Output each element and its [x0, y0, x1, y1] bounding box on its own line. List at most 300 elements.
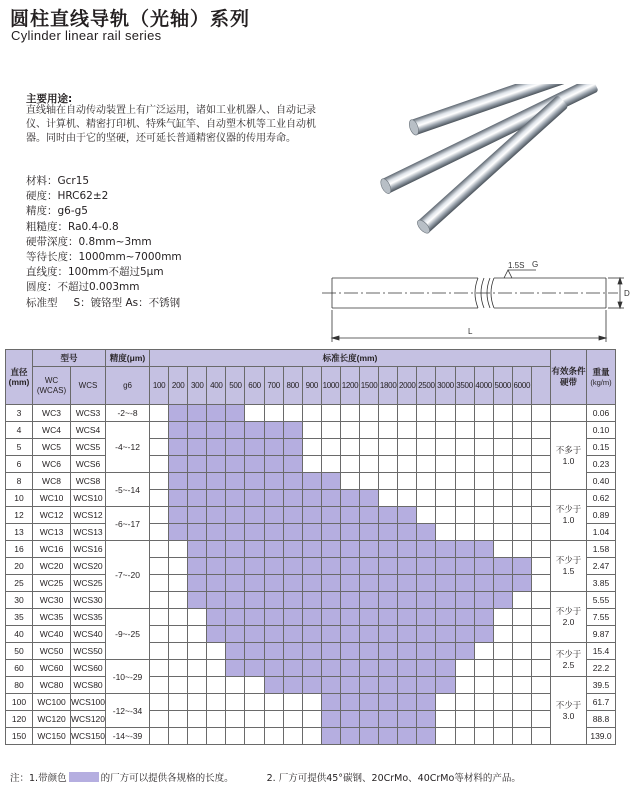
- length-cell: [302, 490, 321, 507]
- svg-text:L: L: [468, 327, 473, 336]
- length-cell: [283, 558, 302, 575]
- diameter-cell: 4: [6, 422, 33, 439]
- length-cell: [512, 405, 531, 422]
- length-cell: [264, 728, 283, 745]
- uses-heading: 主要用途:: [26, 93, 73, 105]
- length-cell: [245, 626, 264, 643]
- rod-drawing: [318, 258, 634, 350]
- color-swatch: [69, 772, 99, 782]
- length-cell: [512, 694, 531, 711]
- length-cell: [398, 694, 417, 711]
- length-cell: [283, 490, 302, 507]
- length-cell: [340, 405, 359, 422]
- length-cell: [531, 694, 550, 711]
- diameter-cell: 35: [6, 609, 33, 626]
- length-cell: [283, 541, 302, 558]
- weight-cell: 88.8: [586, 711, 615, 728]
- wcs-cell: WCS150: [71, 728, 106, 745]
- length-cell: [264, 524, 283, 541]
- length-cell: [512, 473, 531, 490]
- length-cell: [398, 422, 417, 439]
- length-cell: [512, 609, 531, 626]
- length-cell: [283, 694, 302, 711]
- length-cell: [436, 575, 455, 592]
- length-cell: [169, 473, 188, 490]
- wcs-cell: WCS13: [71, 524, 106, 541]
- length-cell: [321, 405, 340, 422]
- wc-cell: WC12: [33, 507, 71, 524]
- length-cell: [264, 660, 283, 677]
- table-row: [6, 609, 616, 626]
- length-cell: [226, 490, 245, 507]
- length-cell: [150, 592, 169, 609]
- length-cell: [264, 507, 283, 524]
- weight-cell: 0.23: [586, 456, 615, 473]
- length-cell: [283, 473, 302, 490]
- precision-cell: -4~-12: [106, 422, 150, 473]
- wcs-cell: WCS3: [71, 405, 106, 422]
- length-cell: [226, 609, 245, 626]
- length-cell: [188, 592, 207, 609]
- wc-cell: WC120: [33, 711, 71, 728]
- length-cell: [150, 456, 169, 473]
- length-cell: [493, 507, 512, 524]
- length-cell: [360, 575, 379, 592]
- length-header-cell: 2000: [398, 367, 417, 405]
- weight-cell: 9.87: [586, 626, 615, 643]
- length-cell: [531, 524, 550, 541]
- length-cell: [436, 643, 455, 660]
- diameter-cell: 50: [6, 643, 33, 660]
- length-cell: [150, 711, 169, 728]
- header-wcs: WCS: [71, 367, 106, 405]
- wcs-cell: WCS35: [71, 609, 106, 626]
- length-cell: [398, 711, 417, 728]
- length-cell: [493, 728, 512, 745]
- header-model: 型号: [33, 350, 106, 367]
- length-cell: [474, 507, 493, 524]
- header-precision: 精度(μm): [106, 350, 150, 367]
- header-hardness: 有效条件硬带: [550, 350, 586, 405]
- length-cell: [531, 728, 550, 745]
- length-cell: [436, 677, 455, 694]
- length-cell: [264, 694, 283, 711]
- length-cell: [169, 456, 188, 473]
- length-cell: [512, 660, 531, 677]
- length-cell: [188, 507, 207, 524]
- wc-cell: WC35: [33, 609, 71, 626]
- length-header-cell: 1200: [340, 367, 359, 405]
- length-cell: [321, 609, 340, 626]
- wcs-cell: WCS120: [71, 711, 106, 728]
- length-header-cell: 700: [264, 367, 283, 405]
- length-cell: [150, 643, 169, 660]
- length-cell: [417, 643, 436, 660]
- length-cell: [150, 575, 169, 592]
- length-cell: [340, 541, 359, 558]
- length-cell: [283, 643, 302, 660]
- diameter-cell: 20: [6, 558, 33, 575]
- spec-item: 硬度：HRC62±2: [26, 190, 109, 203]
- table-row: [6, 575, 616, 592]
- length-cell: [379, 660, 398, 677]
- spec-item: 标准型 S：镀铬型 As：不锈钢: [26, 296, 181, 309]
- length-cell: [417, 405, 436, 422]
- table-row: [6, 558, 616, 575]
- length-header-cell: 3000: [436, 367, 455, 405]
- length-cell: [379, 439, 398, 456]
- length-cell: [302, 422, 321, 439]
- length-cell: [207, 643, 226, 660]
- diameter-cell: 30: [6, 592, 33, 609]
- length-cell: [207, 473, 226, 490]
- length-cell: [474, 524, 493, 541]
- precision-cell: -5~-14: [106, 473, 150, 507]
- length-cell: [188, 728, 207, 745]
- length-cell: [302, 507, 321, 524]
- length-cell: [264, 422, 283, 439]
- length-cell: [379, 405, 398, 422]
- length-cell: [226, 541, 245, 558]
- length-cell: [245, 677, 264, 694]
- length-cell: [455, 711, 474, 728]
- footnote: 注：1.带颜色 的厂方可以提供各规格的长度。 2. 厂方可提供45°碳钢、20CrMo、40CrMo等材料的产品。: [10, 773, 521, 784]
- length-cell: [321, 439, 340, 456]
- length-header-cell: 200: [169, 367, 188, 405]
- length-cell: [169, 558, 188, 575]
- wc-cell: WC5: [33, 439, 71, 456]
- length-cell: [417, 490, 436, 507]
- length-cell: [207, 524, 226, 541]
- length-cell: [493, 422, 512, 439]
- wcs-cell: WCS12: [71, 507, 106, 524]
- length-cell: [436, 422, 455, 439]
- wcs-cell: WCS80: [71, 677, 106, 694]
- length-header-cell: 3500: [455, 367, 474, 405]
- length-cell: [436, 592, 455, 609]
- length-cell: [169, 609, 188, 626]
- header-wc: WC (WCAS): [33, 367, 71, 405]
- length-cell: [360, 439, 379, 456]
- length-cell: [398, 405, 417, 422]
- header-diameter: 直径 (mm): [6, 350, 33, 405]
- wcs-cell: WCS4: [71, 422, 106, 439]
- table-row: [6, 643, 616, 660]
- header-length: 标准长度(mm): [150, 350, 551, 367]
- diameter-cell: 100: [6, 694, 33, 711]
- length-cell: [302, 541, 321, 558]
- length-cell: [512, 490, 531, 507]
- length-cell: [493, 592, 512, 609]
- spec-item: 精度：g6-g5: [26, 205, 88, 218]
- rods-photo: [370, 84, 620, 244]
- length-cell: [512, 422, 531, 439]
- length-cell: [302, 728, 321, 745]
- length-cell: [302, 694, 321, 711]
- length-cell: [398, 592, 417, 609]
- length-cell: [398, 524, 417, 541]
- svg-text:1.5S: 1.5S: [508, 261, 525, 270]
- table-row: [6, 660, 616, 677]
- length-cell: [207, 660, 226, 677]
- length-cell: [512, 575, 531, 592]
- length-cell: [360, 405, 379, 422]
- length-cell: [512, 728, 531, 745]
- length-cell: [169, 626, 188, 643]
- length-cell: [340, 643, 359, 660]
- length-cell: [207, 405, 226, 422]
- length-cell: [207, 728, 226, 745]
- precision-cell: -2~-8: [106, 405, 150, 422]
- length-cell: [264, 609, 283, 626]
- length-cell: [455, 677, 474, 694]
- length-cell: [188, 405, 207, 422]
- wc-cell: WC6: [33, 456, 71, 473]
- length-cell: [188, 609, 207, 626]
- length-cell: [436, 490, 455, 507]
- length-cell: [226, 439, 245, 456]
- length-cell: [207, 575, 226, 592]
- length-cell: [379, 711, 398, 728]
- length-cell: [169, 575, 188, 592]
- length-cell: [264, 643, 283, 660]
- length-cell: [379, 473, 398, 490]
- length-cell: [455, 575, 474, 592]
- length-cell: [398, 575, 417, 592]
- length-cell: [245, 422, 264, 439]
- precision-cell: -14~-39: [106, 728, 150, 745]
- length-header-cell: 400: [207, 367, 226, 405]
- length-cell: [321, 592, 340, 609]
- length-cell: [226, 405, 245, 422]
- length-cell: [340, 694, 359, 711]
- length-cell: [188, 626, 207, 643]
- length-cell: [455, 728, 474, 745]
- svg-text:G: G: [532, 260, 539, 269]
- length-cell: [379, 677, 398, 694]
- length-cell: [207, 592, 226, 609]
- length-cell: [474, 643, 493, 660]
- length-cell: [283, 456, 302, 473]
- length-cell: [169, 711, 188, 728]
- length-cell: [302, 660, 321, 677]
- length-cell: [474, 456, 493, 473]
- length-cell: [207, 677, 226, 694]
- length-cell: [169, 592, 188, 609]
- length-cell: [455, 507, 474, 524]
- length-cell: [436, 405, 455, 422]
- length-cell: [245, 473, 264, 490]
- length-cell: [398, 541, 417, 558]
- wc-cell: WC4: [33, 422, 71, 439]
- length-cell: [493, 677, 512, 694]
- length-cell: [379, 609, 398, 626]
- length-cell: [360, 677, 379, 694]
- length-cell: [207, 456, 226, 473]
- length-cell: [283, 677, 302, 694]
- length-cell: [531, 456, 550, 473]
- length-cell: [436, 711, 455, 728]
- length-cell: [379, 728, 398, 745]
- wc-cell: WC40: [33, 626, 71, 643]
- length-cell: [531, 609, 550, 626]
- length-cell: [379, 694, 398, 711]
- length-cell: [169, 677, 188, 694]
- weight-cell: 2.47: [586, 558, 615, 575]
- length-cell: [531, 558, 550, 575]
- length-cell: [321, 643, 340, 660]
- length-header-cell: 1800: [379, 367, 398, 405]
- wc-cell: WC150: [33, 728, 71, 745]
- length-cell: [188, 558, 207, 575]
- diameter-cell: 12: [6, 507, 33, 524]
- length-cell: [245, 490, 264, 507]
- length-cell: [207, 609, 226, 626]
- length-cell: [531, 677, 550, 694]
- precision-cell: -10~-29: [106, 660, 150, 694]
- spec-item: 材料：Gcr15: [26, 175, 90, 187]
- length-header-cell: 100: [150, 367, 169, 405]
- length-cell: [436, 507, 455, 524]
- length-cell: [531, 541, 550, 558]
- length-cell: [379, 507, 398, 524]
- length-cell: [512, 626, 531, 643]
- length-cell: [283, 626, 302, 643]
- length-cell: [302, 677, 321, 694]
- table-row: [6, 694, 616, 711]
- length-cell: [283, 660, 302, 677]
- length-cell: [169, 524, 188, 541]
- diameter-cell: 10: [6, 490, 33, 507]
- length-cell: [455, 541, 474, 558]
- wc-cell: WC13: [33, 524, 71, 541]
- wcs-cell: WCS5: [71, 439, 106, 456]
- length-cell: [455, 592, 474, 609]
- length-cell: [512, 592, 531, 609]
- length-cell: [474, 677, 493, 694]
- length-cell: [512, 558, 531, 575]
- length-cell: [226, 626, 245, 643]
- length-cell: [360, 490, 379, 507]
- precision-cell: -6~-17: [106, 507, 150, 541]
- hardness-cell: 不多于 1.0: [550, 422, 586, 490]
- header-weight: 重量 (kg/m): [586, 350, 615, 405]
- wc-cell: WC25: [33, 575, 71, 592]
- length-cell: [226, 575, 245, 592]
- length-cell: [321, 473, 340, 490]
- length-cell: [531, 711, 550, 728]
- length-cell: [207, 422, 226, 439]
- length-cell: [455, 524, 474, 541]
- wcs-cell: WCS10: [71, 490, 106, 507]
- hardness-cell: 不少于 1.5: [550, 541, 586, 592]
- length-cell: [226, 643, 245, 660]
- length-cell: [150, 490, 169, 507]
- uses-text: 直线轴在自动传动装置上有广泛运用，诸如工业机器人、自动记录仪、计算机、精密打印机、特殊气缸竿、自动塑木机等工业自动机器。同时由于它的坚硬，还可延长普通精密仪器的传用寿命。: [26, 105, 316, 144]
- length-cell: [321, 711, 340, 728]
- length-cell: [169, 422, 188, 439]
- wcs-cell: WCS8: [71, 473, 106, 490]
- length-cell: [321, 694, 340, 711]
- length-cell: [531, 439, 550, 456]
- wc-cell: WC16: [33, 541, 71, 558]
- length-cell: [188, 660, 207, 677]
- weight-cell: 0.40: [586, 473, 615, 490]
- length-cell: [226, 558, 245, 575]
- length-cell: [188, 711, 207, 728]
- length-cell: [302, 558, 321, 575]
- length-cell: [474, 660, 493, 677]
- spec-list: [26, 174, 182, 311]
- length-cell: [264, 575, 283, 592]
- length-cell: [436, 439, 455, 456]
- length-header-cell: [531, 367, 550, 405]
- length-cell: [226, 456, 245, 473]
- length-cell: [283, 439, 302, 456]
- length-cell: [226, 524, 245, 541]
- length-cell: [379, 575, 398, 592]
- length-cell: [474, 728, 493, 745]
- length-cell: [436, 660, 455, 677]
- length-cell: [360, 592, 379, 609]
- table-row: [6, 626, 616, 643]
- length-cell: [379, 558, 398, 575]
- weight-cell: 139.0: [586, 728, 615, 745]
- length-header-cell: 800: [283, 367, 302, 405]
- hardness-cell: 不少于 2.0: [550, 592, 586, 643]
- length-cell: [245, 609, 264, 626]
- length-cell: [512, 541, 531, 558]
- length-cell: [379, 456, 398, 473]
- wcs-cell: WCS100: [71, 694, 106, 711]
- length-cell: [436, 456, 455, 473]
- length-cell: [302, 524, 321, 541]
- length-cell: [455, 422, 474, 439]
- length-cell: [512, 677, 531, 694]
- length-cell: [531, 626, 550, 643]
- length-cell: [455, 609, 474, 626]
- length-cell: [302, 643, 321, 660]
- length-cell: [474, 626, 493, 643]
- length-cell: [321, 524, 340, 541]
- length-cell: [283, 592, 302, 609]
- spec-item: 圆度：不超过0.003mm: [26, 281, 140, 294]
- length-cell: [474, 694, 493, 711]
- length-cell: [340, 626, 359, 643]
- header-g6: g6: [106, 367, 150, 405]
- length-cell: [188, 575, 207, 592]
- length-cell: [474, 609, 493, 626]
- diameter-cell: 40: [6, 626, 33, 643]
- length-cell: [188, 439, 207, 456]
- weight-cell: 15.4: [586, 643, 615, 660]
- length-cell: [150, 439, 169, 456]
- length-cell: [245, 405, 264, 422]
- length-cell: [360, 643, 379, 660]
- length-cell: [379, 626, 398, 643]
- length-cell: [150, 473, 169, 490]
- diameter-cell: 13: [6, 524, 33, 541]
- length-cell: [455, 473, 474, 490]
- length-cell: [169, 490, 188, 507]
- length-cell: [340, 507, 359, 524]
- length-header-cell: 6000: [512, 367, 531, 405]
- wc-cell: WC80: [33, 677, 71, 694]
- length-cell: [226, 422, 245, 439]
- length-cell: [169, 405, 188, 422]
- length-cell: [302, 575, 321, 592]
- length-cell: [512, 456, 531, 473]
